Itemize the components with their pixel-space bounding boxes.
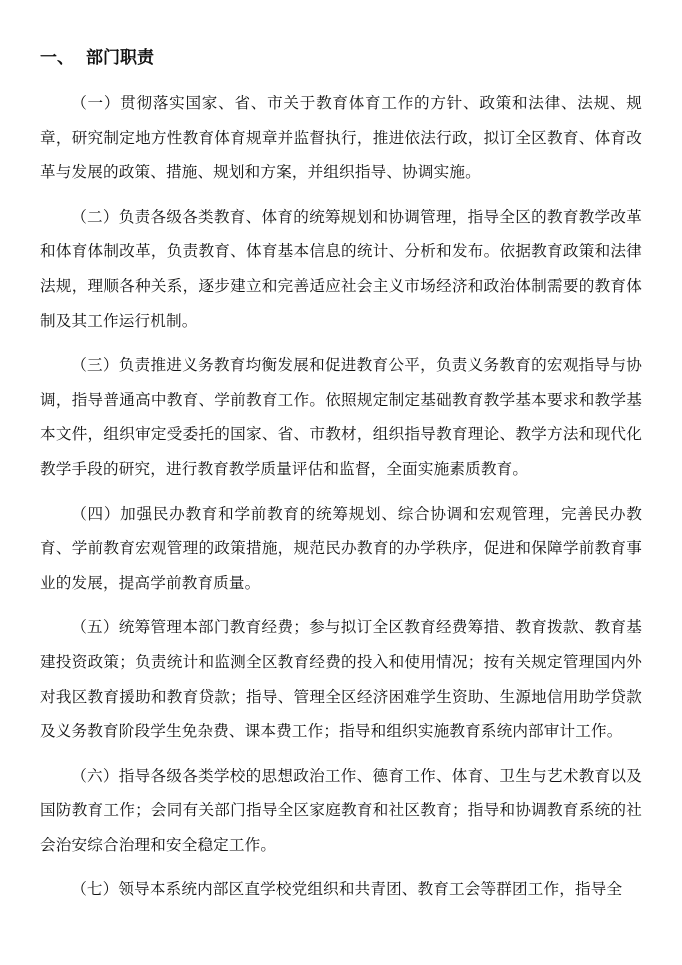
section-title: 部门职责 — [86, 48, 154, 68]
document-body — [40, 86, 642, 917]
section-number: 一、 — [40, 48, 74, 68]
paragraph-1: （一）贯彻落实国家、省、市关于教育体育工作的方针、政策和法律、法规、规章，研究制定地方性教育体育规章并监督执行，推进依法行政，拟订全区教育、体育改革与发展的政策、措施、规划和方案，并组织指导、协调实施。 — [40, 94, 642, 182]
section-heading — [40, 46, 154, 70]
paragraph-7: （七）领导本系统内部区直学校党组织和共青团、教育工会等群团工作，指导全 — [71, 880, 623, 899]
paragraph-4: （四）加强民办教育和学前教育的统筹规划、综合协调和宏观管理，完善民办教育、学前教育宏观管理的政策措施，规范民办教育的办学秩序，促进和保障学前教育事业的发展，提高学前教育质量。 — [40, 504, 642, 592]
paragraph-5: （五）统筹管理本部门教育经费；参与拟订全区教育经费筹措、教育拨款、教育基建投资政策；负责统计和监测全区教育经费的投入和使用情况；按有关规定管理国内外对我区教育援助和教育贷款；指导、管理全区经济困难学生资助、生源地信用助学贷款及义务教育阶段学生免杂费、课本费工作；指导和组织实施教育系统内部审计工作。 — [40, 618, 642, 741]
paragraph-6: （六）指导各级各类学校的思想政治工作、德育工作、体育、卫生与艺术教育以及国防教育工作；会同有关部门指导全区家庭教育和社区教育；指导和协调教育系统的社会治安综合治理和安全稳定工作。 — [40, 766, 642, 854]
paragraph-3: （三）负责推进义务教育均衡发展和促进教育公平，负责义务教育的宏观指导与协调，指导普通高中教育、学前教育工作。依照规定制定基础教育教学基本要求和教学基本文件，组织审定受委托的国家、省、市教材，组织指导教育理论、教学方法和现代化教学手段的研究，进行教育教学质量评估和监督，全面实施素质教育。 — [40, 356, 642, 478]
paragraph-2: （二）负责各级各类教育、体育的统筹规划和协调管理，指导全区的教育教学改革和体育体制改革，负责教育、体育基本信息的统计、分析和发布。依据教育政策和法律法规，理顺各种关系，逐步建立和完善适应社会主义市场经济和政治体制需要的教育体制及其工作运行机制。 — [40, 207, 642, 330]
